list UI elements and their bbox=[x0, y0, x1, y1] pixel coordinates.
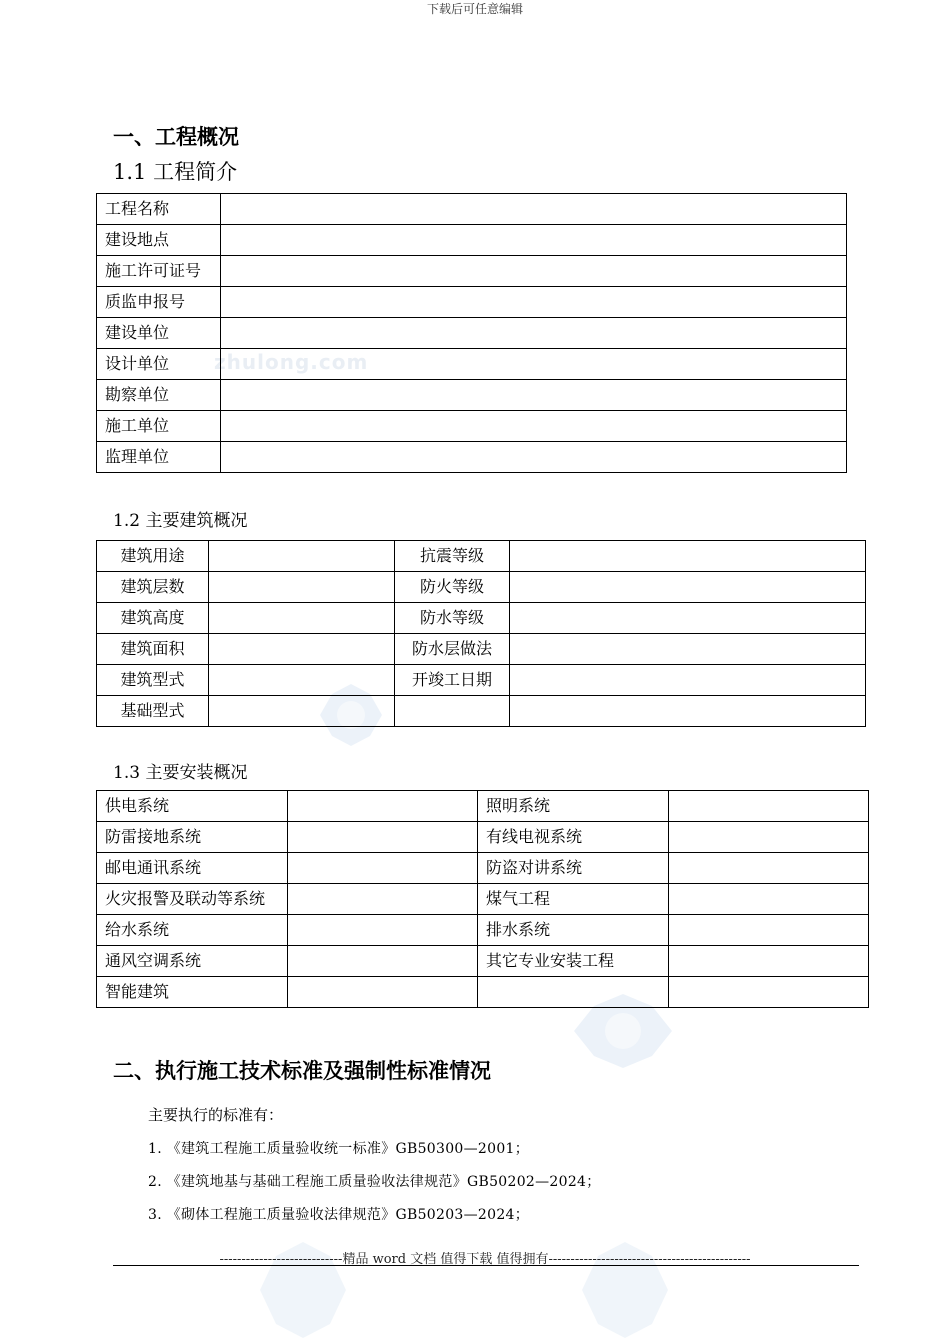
install-info-table bbox=[96, 790, 869, 1008]
table-row bbox=[97, 411, 847, 442]
field-label: 建筑用途 bbox=[97, 541, 209, 572]
field-value bbox=[288, 946, 478, 977]
field-label: 防盗对讲系统 bbox=[478, 853, 669, 884]
field-label: 煤气工程 bbox=[478, 884, 669, 915]
standards-intro: 主要执行的标准有： bbox=[148, 1106, 284, 1124]
field-label: 防水层做法 bbox=[395, 634, 510, 665]
field-label: 排水系统 bbox=[478, 915, 669, 946]
table-row bbox=[97, 603, 866, 634]
field-value bbox=[221, 194, 847, 225]
field-value bbox=[209, 665, 395, 696]
table-row bbox=[97, 572, 866, 603]
field-value bbox=[221, 318, 847, 349]
table-row bbox=[97, 194, 847, 225]
standard-item: 3. 《砌体工程施工质量验收法律规范》GB50203—2024； bbox=[148, 1207, 530, 1223]
field-value bbox=[669, 822, 869, 853]
field-label: 基础型式 bbox=[97, 696, 209, 727]
field-label: 勘察单位 bbox=[97, 380, 221, 411]
field-label: 防雷接地系统 bbox=[97, 822, 288, 853]
standard-item: 1. 《建筑工程施工质量验收统一标准》GB50300—2001； bbox=[148, 1141, 530, 1157]
field-value bbox=[669, 977, 869, 1008]
table-row bbox=[97, 665, 866, 696]
field-value bbox=[669, 791, 869, 822]
field-label: 建设单位 bbox=[97, 318, 221, 349]
header-note: 下载后可任意编辑 bbox=[426, 2, 523, 16]
field-label: 建设地点 bbox=[97, 225, 221, 256]
field-label: 火灾报警及联动等系统 bbox=[97, 884, 288, 915]
field-value bbox=[288, 791, 478, 822]
field-value bbox=[510, 696, 866, 727]
field-label: 智能建筑 bbox=[97, 977, 288, 1008]
table-row bbox=[97, 634, 866, 665]
field-value bbox=[510, 603, 866, 634]
table-row bbox=[97, 225, 847, 256]
field-value bbox=[221, 287, 847, 318]
field-value bbox=[209, 634, 395, 665]
field-label: 其它专业安装工程 bbox=[478, 946, 669, 977]
field-value bbox=[288, 977, 478, 1008]
standard-item: 2. 《建筑地基与基础工程施工质量验收法律规范》GB50202—2024； bbox=[148, 1174, 601, 1190]
table-row bbox=[97, 696, 866, 727]
field-value bbox=[288, 915, 478, 946]
table-row bbox=[97, 256, 847, 287]
table-row bbox=[97, 915, 869, 946]
field-label bbox=[395, 696, 510, 727]
subsection-1-3-title: 1.3 主要安装概况 bbox=[113, 763, 248, 783]
field-label bbox=[478, 977, 669, 1008]
field-value bbox=[288, 884, 478, 915]
field-value bbox=[288, 853, 478, 884]
table-row bbox=[97, 442, 847, 473]
field-value bbox=[510, 572, 866, 603]
field-value bbox=[669, 853, 869, 884]
field-value bbox=[209, 696, 395, 727]
table-row bbox=[97, 884, 869, 915]
field-label: 建筑高度 bbox=[97, 603, 209, 634]
field-label: 质监申报号 bbox=[97, 287, 221, 318]
footer-divider bbox=[113, 1265, 859, 1266]
field-label: 施工单位 bbox=[97, 411, 221, 442]
field-value bbox=[669, 915, 869, 946]
field-value bbox=[221, 349, 847, 380]
field-label: 照明系统 bbox=[478, 791, 669, 822]
field-label: 抗震等级 bbox=[395, 541, 510, 572]
field-label: 工程名称 bbox=[97, 194, 221, 225]
building-info-table bbox=[96, 540, 866, 727]
table-row bbox=[97, 349, 847, 380]
table-row bbox=[97, 853, 869, 884]
field-value bbox=[209, 572, 395, 603]
field-label: 开竣工日期 bbox=[395, 665, 510, 696]
field-label: 防水等级 bbox=[395, 603, 510, 634]
field-label: 通风空调系统 bbox=[97, 946, 288, 977]
field-label: 供电系统 bbox=[97, 791, 288, 822]
table-row bbox=[97, 380, 847, 411]
field-label: 有线电视系统 bbox=[478, 822, 669, 853]
field-value bbox=[510, 541, 866, 572]
field-value bbox=[221, 442, 847, 473]
section-1-title: 一、工程概况 bbox=[113, 124, 239, 149]
field-label: 监理单位 bbox=[97, 442, 221, 473]
project-info-table bbox=[96, 193, 847, 473]
field-label: 防火等级 bbox=[395, 572, 510, 603]
field-value bbox=[221, 411, 847, 442]
field-label: 给水系统 bbox=[97, 915, 288, 946]
field-label: 建筑型式 bbox=[97, 665, 209, 696]
field-value bbox=[209, 603, 395, 634]
field-value bbox=[288, 822, 478, 853]
field-value bbox=[221, 380, 847, 411]
field-value bbox=[209, 541, 395, 572]
field-label: 施工许可证号 bbox=[97, 256, 221, 287]
table-row bbox=[97, 318, 847, 349]
field-value bbox=[669, 946, 869, 977]
table-row bbox=[97, 946, 869, 977]
field-label: 设计单位 bbox=[97, 349, 221, 380]
subsection-1-2-title: 1.2 主要建筑概况 bbox=[113, 511, 248, 531]
table-row bbox=[97, 791, 869, 822]
field-label: 邮电通讯系统 bbox=[97, 853, 288, 884]
footer-text: ----------------------------精品 word 文档 值得下载 值得拥有---------------------------------------------- bbox=[219, 1252, 751, 1267]
table-row bbox=[97, 977, 869, 1008]
field-label: 建筑层数 bbox=[97, 572, 209, 603]
field-label: 建筑面积 bbox=[97, 634, 209, 665]
table-row bbox=[97, 541, 866, 572]
field-value bbox=[510, 634, 866, 665]
watermark-text: zhulong.com bbox=[214, 350, 369, 374]
field-value bbox=[221, 225, 847, 256]
field-value bbox=[669, 884, 869, 915]
table-row bbox=[97, 822, 869, 853]
section-2-title: 二、执行施工技术标准及强制性标准情况 bbox=[113, 1058, 491, 1083]
field-value bbox=[221, 256, 847, 287]
subsection-1-1-title: 1.1 工程简介 bbox=[113, 160, 238, 184]
field-value bbox=[510, 665, 866, 696]
table-row bbox=[97, 287, 847, 318]
